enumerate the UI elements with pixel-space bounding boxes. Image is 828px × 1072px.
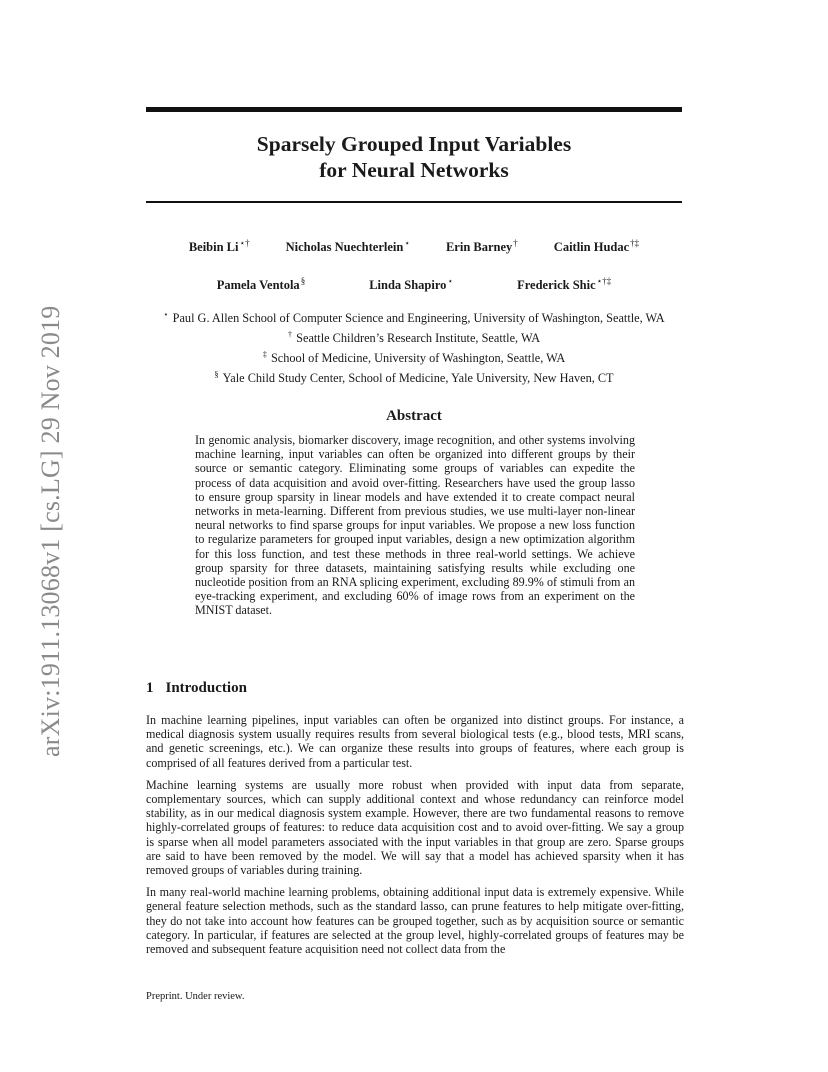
author: Erin Barney† bbox=[445, 238, 518, 255]
abstract-heading: Abstract bbox=[386, 408, 442, 424]
paragraph: Machine learning systems are usually more robust when provided with input data from separate, complementary sources, which can supply additional context and whose redundancy can reinforce model stability, as in our medical diagnosis system example. However, there are two fundamental reasons to remove highly-correlated groups of features: to reduce data acquisition cost and to avoid over-fitting. We say a group is sparse when all model parameters associated with the input variables in that group are zero. Sparse groups are said to have been removed by the model. We will say that a model has achieved sparsity when it has removed groups of variables during training. bbox=[146, 777, 684, 878]
arxiv-identifier: arXiv:1911.13068v1 [cs.LG] 29 Nov 2019 bbox=[36, 305, 65, 757]
title-line-2: for Neural Networks bbox=[319, 158, 509, 182]
affiliation: † Seattle Children’s Research Institute, Seattle, WA bbox=[287, 329, 541, 346]
introduction-body bbox=[146, 713, 684, 964]
author-row-1 bbox=[146, 238, 682, 255]
section-number: 1 bbox=[146, 680, 154, 696]
author-row-2 bbox=[146, 276, 682, 293]
paragraph: In many real-world machine learning problems, obtaining additional input data is extremely expensive. While general feature selection methods, such as the standard lasso, can prune features to help mitigate over-fitting, they do not take into account how features can be grouped together, such as by acquisition source or semantic category. In particular, if features are selected at the group level, highly-correlated groups of features may be removed and subsequent feature acquisition need not collect data from the bbox=[146, 885, 684, 957]
paper-title bbox=[146, 131, 682, 183]
title-line-1: Sparsely Grouped Input Variables bbox=[256, 132, 572, 156]
affiliation: ⋆ Paul G. Allen School of Computer Science and Engineering, University of Washington, Seattle, WA bbox=[163, 309, 665, 326]
affiliations bbox=[140, 306, 688, 386]
title-bottom-rule bbox=[146, 201, 682, 203]
affiliation: ‡ School of Medicine, University of Washington, Seattle, WA bbox=[262, 349, 566, 366]
affiliation: § Yale Child Study Center, School of Medicine, Yale University, New Haven, CT bbox=[214, 369, 614, 386]
author: Nicholas Nuechterlein⋆ bbox=[285, 238, 410, 255]
author: Beibin Li⋆† bbox=[188, 238, 250, 255]
paragraph: In machine learning pipelines, input variables can often be organized into distinct groups. For instance, a medical diagnosis system usually requires results from several biological tests (e.g., blood tests, MRI scans, and genetic screenings, etc.). We can organize these results into groups of features, where each group is comprised of all features derived from a particular test. bbox=[146, 713, 684, 770]
author: Pamela Ventola§ bbox=[216, 276, 306, 293]
author: Caitlin Hudac†‡ bbox=[553, 238, 640, 255]
abstract-text: In genomic analysis, biomarker discovery, image recognition, and other systems involving machine learning, input variables can often be organized into different groups by their source or semantic category. Eliminating some groups of variables can expedite the process of data acquisition and avoid over-fitting. Researchers have used the group lasso to ensure group sparsity in linear models and have extended it to create compact neural networks in meta-learning. Different from previous studies, we use multi-layer non-linear neural networks to find sparse groups for input variables. We propose a new loss function to regularize parameters for grouped input variables, design a new optimization algorithm for this loss function, and test these methods in three real-world settings. We achieve group sparsity for three datasets, maintaining satisfying results while excluding one nucleotide position from an RNA splicing experiment, excluding 89.9% of stimuli from an eye-tracking experiment, and excluding 60% of image rows from an experiment on the MNIST dataset. bbox=[195, 433, 635, 618]
section-title: Introduction bbox=[165, 680, 247, 696]
author: Linda Shapiro⋆ bbox=[369, 276, 454, 293]
author: Frederick Shic⋆†‡ bbox=[517, 276, 612, 293]
section-heading-introduction bbox=[146, 680, 247, 697]
footer-note: Preprint. Under review. bbox=[146, 991, 245, 1002]
title-top-rule bbox=[146, 107, 682, 112]
